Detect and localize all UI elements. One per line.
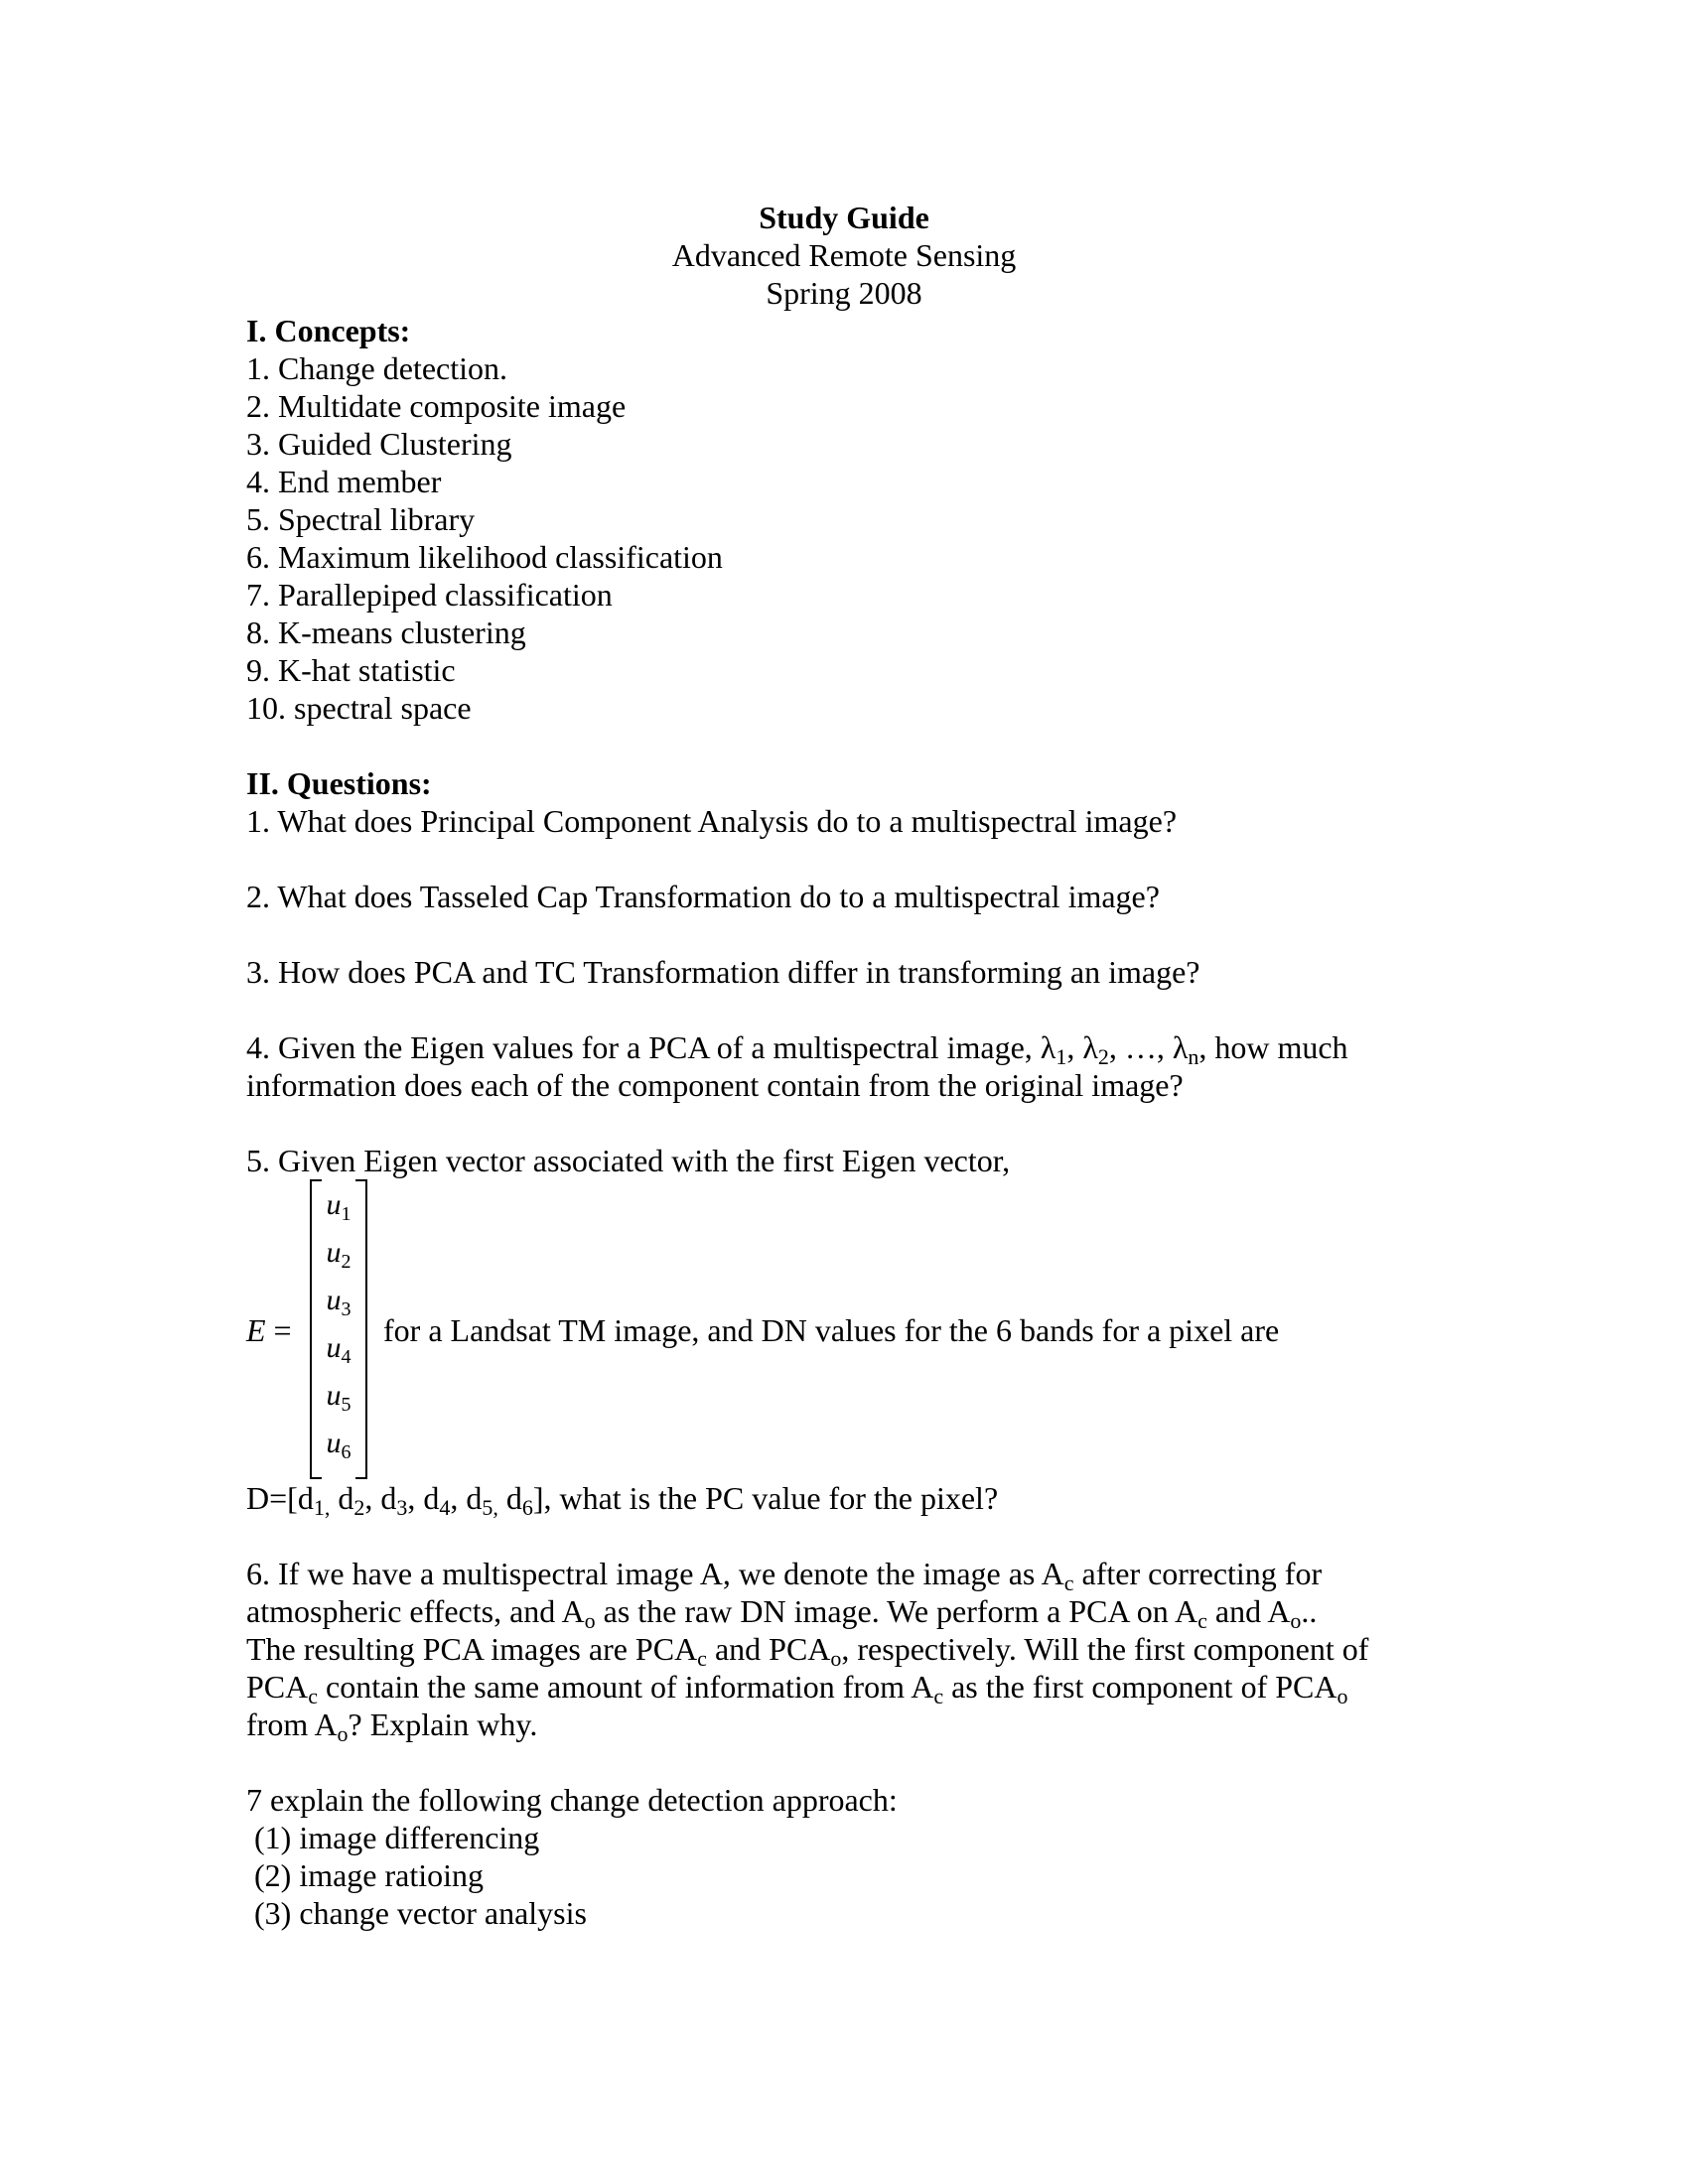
list-item: 8. K-means clustering: [246, 614, 526, 650]
list-item: (3) change vector analysis: [254, 1895, 587, 1931]
question-1: 1. What does Principal Component Analysis do to a multispectral image?: [246, 803, 1178, 839]
separator: , …,: [1108, 1029, 1173, 1065]
spacer: [246, 915, 1458, 953]
question-4-line-2: information does each of the component contain from the original image?: [246, 1067, 1184, 1103]
vector-entry: $u_3$: [326, 1284, 352, 1320]
vector-entry: $u_2$: [326, 1236, 352, 1273]
question-4-text-tail: , how much: [1198, 1029, 1348, 1065]
spacer: [246, 1104, 1458, 1142]
question-6: 6. If we have a multispectral image A, we denote the image as $A_c$ after correcting for atmospheric effects, and $A_o$ as the raw DN image. We perform a PCA on $A_c$ and $A_o$.. The resulting PCA images are $PCA_c$ and $PCA_o$, respectively. Will the first component of $PCA_c$ contain the same amount of information from $A_c$ as the first component of $PCA_o$ from $A_o$? Explain why.: [246, 1556, 1369, 1746]
question-3: 3. How does PCA and TC Transformation differ in transforming an image?: [246, 954, 1200, 990]
concepts-heading: I. Concepts:: [246, 313, 411, 348]
list-item: 9. K-hat statistic: [246, 652, 456, 688]
question-7-intro: 7 explain the following change detection approach:: [246, 1782, 898, 1818]
question-5: [246, 1142, 1458, 1520]
vector-entry: $u_1$: [326, 1188, 352, 1225]
vector-entry: $u_4$: [326, 1331, 352, 1368]
spacer: [246, 1743, 1458, 1781]
subscript: 2: [1097, 1044, 1109, 1069]
spacer: [246, 840, 1458, 878]
list-item: 2. Multidate composite image: [246, 388, 627, 424]
eigen-vector-equation: [246, 1179, 1458, 1479]
spacer: [246, 1517, 1458, 1555]
list-item: 3. Guided Clustering: [246, 426, 512, 462]
vector-entry: $u_5$: [326, 1379, 352, 1416]
question-2: 2. What does Tasseled Cap Transformation do to a multispectral image?: [246, 879, 1160, 914]
list-item: 5. Spectral library: [246, 501, 476, 537]
equals-sign: =: [265, 1312, 292, 1348]
column-vector: [310, 1179, 367, 1477]
list-item: (2) image ratioing: [254, 1857, 485, 1893]
question-5-text: for a Landsat TM image, and DN values for the 6 bands for a pixel are: [383, 1312, 1280, 1348]
list-item: 1. Change detection.: [246, 350, 508, 386]
list-item: 7. Parallepiped classification: [246, 577, 613, 613]
lambda-symbol: λ: [1172, 1029, 1189, 1065]
list-item: 10. spectral space: [246, 690, 472, 726]
list-item: 4. End member: [246, 464, 442, 499]
list-item: 6. Maximum likelihood classification: [246, 539, 723, 575]
list-item: (1) image differencing: [254, 1820, 540, 1855]
question-5-dn-values: $D=[d_{1,}$ $d_2$, $d_3$, $d_4$, $d_{5,}$ $d_6$], what is the PC value for the pixel?: [246, 1480, 999, 1520]
question-5-intro: 5. Given Eigen vector associated with the first Eigen vector,: [246, 1143, 1011, 1178]
subscript: n: [1188, 1044, 1199, 1069]
questions-heading: II. Questions:: [246, 765, 432, 801]
question-7: [246, 1781, 1458, 1932]
spacer: [246, 991, 1458, 1028]
document-title: Study Guide: [759, 200, 929, 235]
document-body: [246, 312, 1458, 1932]
spacer: [246, 727, 1458, 764]
matrix-symbol: E: [246, 1312, 266, 1348]
question-4: [246, 1028, 1458, 1104]
vector-entry: $u_6$: [326, 1427, 352, 1463]
concepts-list: [246, 349, 1458, 727]
course-name: Advanced Remote Sensing: [671, 237, 1017, 273]
term: Spring 2008: [766, 275, 922, 311]
document-header: [0, 199, 1688, 312]
subscript: 1: [1055, 1044, 1067, 1069]
lambda-symbol: λ: [1082, 1029, 1098, 1065]
question-4-text: 4. Given the Eigen values for a PCA of a multispectral image,: [246, 1029, 1041, 1065]
separator: ,: [1066, 1029, 1083, 1065]
lambda-symbol: λ: [1040, 1029, 1056, 1065]
